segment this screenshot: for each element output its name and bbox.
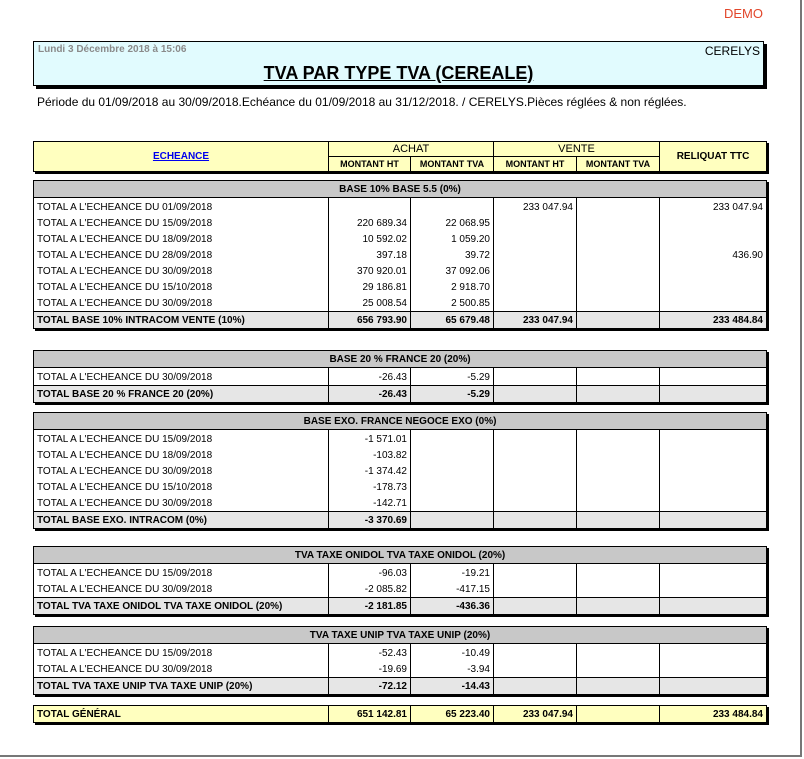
- cell-reliquat: [660, 598, 767, 615]
- cell-vente-tva: [577, 279, 660, 295]
- grand-total-row: [34, 706, 767, 723]
- section-header: [34, 547, 767, 564]
- period-description: Période du 01/09/2018 au 30/09/2018.Echéance du 01/09/2018 au 31/12/2018. / CERELYS.Pièces réglées & non réglées.: [37, 95, 687, 109]
- table-row: [34, 661, 767, 678]
- row-label: TOTAL A L'ECHEANCE DU 15/09/2018: [34, 644, 329, 662]
- section-title: TVA TAXE ONIDOL TVA TAXE ONIDOL (20%): [34, 547, 767, 564]
- section-title: BASE 20 % FRANCE 20 (20%): [34, 351, 767, 368]
- cell-vente-tva: [577, 198, 660, 216]
- report-title: TVA PAR TYPE TVA (CEREALE): [263, 63, 534, 83]
- cell-vente-tva: [577, 479, 660, 495]
- cell-achat-ht: -19.69: [329, 661, 411, 678]
- cell-achat-ht: 10 592.02: [329, 231, 411, 247]
- echeance-sort-link[interactable]: ECHEANCE: [152, 151, 210, 162]
- report-header: [33, 41, 764, 86]
- row-label: TOTAL A L'ECHEANCE DU 30/09/2018: [34, 581, 329, 598]
- cell-achat-tva: -5.29: [411, 386, 494, 403]
- cell-achat-tva: [411, 430, 494, 448]
- cell-reliquat: [660, 263, 767, 279]
- cell-vente-ht: [494, 644, 577, 662]
- cell-achat-ht: -103.82: [329, 447, 411, 463]
- cell-reliquat: [660, 447, 767, 463]
- row-label: TOTAL A L'ECHEANCE DU 30/09/2018: [34, 368, 329, 386]
- cell-reliquat: [660, 430, 767, 448]
- cell-achat-tva: 22 068.95: [411, 215, 494, 231]
- cell-vente-tva: [577, 706, 660, 723]
- cell-vente-tva: [577, 263, 660, 279]
- cell-achat-tva: 65 223.40: [411, 706, 494, 723]
- cell-achat-tva: -10.49: [411, 644, 494, 662]
- vente-header: VENTE: [494, 142, 660, 157]
- row-label: TOTAL GÉNÉRAL: [34, 706, 329, 723]
- row-label: TOTAL A L'ECHEANCE DU 15/09/2018: [34, 215, 329, 231]
- cell-achat-tva: -5.29: [411, 368, 494, 386]
- cell-achat-ht: -1 571.01: [329, 430, 411, 448]
- row-label: TOTAL A L'ECHEANCE DU 30/09/2018: [34, 295, 329, 312]
- row-label: TOTAL A L'ECHEANCE DU 30/09/2018: [34, 661, 329, 678]
- table-row: [34, 295, 767, 312]
- cell-reliquat: [660, 581, 767, 598]
- row-label: TOTAL A L'ECHEANCE DU 15/09/2018: [34, 430, 329, 448]
- section-title: BASE EXO. FRANCE NEGOCE EXO (0%): [34, 413, 767, 430]
- cell-achat-ht: 656 793.90: [329, 312, 411, 329]
- row-label: TOTAL A L'ECHEANCE DU 30/09/2018: [34, 263, 329, 279]
- cell-vente-ht: 233 047.94: [494, 198, 577, 216]
- cell-reliquat: 233 484.84: [660, 312, 767, 329]
- row-label: TOTAL A L'ECHEANCE DU 15/10/2018: [34, 479, 329, 495]
- cell-achat-tva: -3.94: [411, 661, 494, 678]
- cell-vente-tva: [577, 247, 660, 263]
- cell-vente-tva: [577, 215, 660, 231]
- cell-vente-ht: [494, 215, 577, 231]
- table-row: [34, 463, 767, 479]
- cell-reliquat: [660, 678, 767, 695]
- row-label: TOTAL A L'ECHEANCE DU 15/10/2018: [34, 279, 329, 295]
- row-label: TOTAL TVA TAXE UNIP TVA TAXE UNIP (20%): [34, 678, 329, 695]
- table-row: [34, 447, 767, 463]
- cell-reliquat: 436.90: [660, 247, 767, 263]
- section-total-row: [34, 598, 767, 615]
- cell-vente-tva: [577, 581, 660, 598]
- cell-achat-ht: 651 142.81: [329, 706, 411, 723]
- report-date: Lundi 3 Décembre 2018 à 15:06: [38, 44, 187, 55]
- table-row: [34, 564, 767, 582]
- cell-achat-tva: 37 092.06: [411, 263, 494, 279]
- vente-montant-ht-header: MONTANT HT: [494, 157, 577, 172]
- cell-reliquat: [660, 463, 767, 479]
- demo-watermark: DEMO: [724, 6, 763, 21]
- cell-achat-ht: 370 920.01: [329, 263, 411, 279]
- cell-reliquat: 233 047.94: [660, 198, 767, 216]
- cell-achat-ht: -2 181.85: [329, 598, 411, 615]
- cell-achat-ht: -2 085.82: [329, 581, 411, 598]
- cell-vente-tva: [577, 430, 660, 448]
- cell-achat-ht: -142.71: [329, 495, 411, 512]
- cell-achat-ht: -96.03: [329, 564, 411, 582]
- cell-vente-tva: [577, 495, 660, 512]
- cell-achat-ht: -26.43: [329, 368, 411, 386]
- cell-vente-ht: [494, 447, 577, 463]
- cell-achat-tva: -436.36: [411, 598, 494, 615]
- section-table: [33, 412, 767, 529]
- cell-achat-ht: -1 374.42: [329, 463, 411, 479]
- cell-vente-ht: 233 047.94: [494, 706, 577, 723]
- section-title: BASE 10% BASE 5.5 (0%): [34, 181, 767, 198]
- cell-achat-tva: [411, 447, 494, 463]
- cell-vente-tva: [577, 312, 660, 329]
- cell-achat-tva: 1 059.20: [411, 231, 494, 247]
- cell-vente-tva: [577, 447, 660, 463]
- cell-achat-ht: 25 008.54: [329, 295, 411, 312]
- table-row: [34, 263, 767, 279]
- cell-reliquat: [660, 279, 767, 295]
- cell-achat-tva: [411, 463, 494, 479]
- cell-vente-ht: [494, 598, 577, 615]
- company-name: CERELYS: [704, 44, 760, 58]
- row-label: TOTAL BASE 20 % FRANCE 20 (20%): [34, 386, 329, 403]
- cell-vente-tva: [577, 678, 660, 695]
- row-label: TOTAL A L'ECHEANCE DU 28/09/2018: [34, 247, 329, 263]
- cell-achat-ht: [329, 198, 411, 216]
- cell-vente-ht: [494, 463, 577, 479]
- achat-header: ACHAT: [329, 142, 494, 157]
- cell-achat-tva: 2 500.85: [411, 295, 494, 312]
- cell-vente-tva: [577, 661, 660, 678]
- table-row: [34, 215, 767, 231]
- cell-vente-ht: [494, 295, 577, 312]
- cell-vente-tva: [577, 512, 660, 529]
- cell-achat-tva: [411, 512, 494, 529]
- cell-vente-ht: [494, 479, 577, 495]
- cell-vente-ht: [494, 512, 577, 529]
- section-table: [33, 180, 767, 329]
- cell-vente-ht: [494, 430, 577, 448]
- table-row: [34, 247, 767, 263]
- cell-vente-ht: [494, 495, 577, 512]
- cell-vente-ht: [494, 368, 577, 386]
- cell-achat-tva: 2 918.70: [411, 279, 494, 295]
- section-total-row: [34, 678, 767, 695]
- reliquat-header: RELIQUAT TTC: [660, 142, 767, 172]
- cell-reliquat: [660, 479, 767, 495]
- cell-reliquat: [660, 215, 767, 231]
- row-label: TOTAL A L'ECHEANCE DU 30/09/2018: [34, 463, 329, 479]
- cell-achat-tva: 65 679.48: [411, 312, 494, 329]
- cell-reliquat: [660, 386, 767, 403]
- cell-achat-ht: -178.73: [329, 479, 411, 495]
- section-header: [34, 351, 767, 368]
- cell-vente-ht: [494, 386, 577, 403]
- row-label: TOTAL BASE 10% INTRACOM VENTE (10%): [34, 312, 329, 329]
- row-label: TOTAL TVA TAXE ONIDOL TVA TAXE ONIDOL (20%): [34, 598, 329, 615]
- row-label: TOTAL A L'ECHEANCE DU 30/09/2018: [34, 495, 329, 512]
- row-label: TOTAL A L'ECHEANCE DU 01/09/2018: [34, 198, 329, 216]
- cell-reliquat: 233 484.84: [660, 706, 767, 723]
- cell-vente-tva: [577, 644, 660, 662]
- cell-vente-ht: [494, 247, 577, 263]
- achat-montant-ht-header: MONTANT HT: [329, 157, 411, 172]
- row-label: TOTAL A L'ECHEANCE DU 18/09/2018: [34, 231, 329, 247]
- cell-reliquat: [660, 495, 767, 512]
- cell-reliquat: [660, 564, 767, 582]
- section-header: [34, 627, 767, 644]
- section-title: TVA TAXE UNIP TVA TAXE UNIP (20%): [34, 627, 767, 644]
- cell-achat-tva: [411, 479, 494, 495]
- cell-achat-tva: -19.21: [411, 564, 494, 582]
- section-header: [34, 181, 767, 198]
- section-total-row: [34, 512, 767, 529]
- table-row: [34, 368, 767, 386]
- achat-montant-tva-header: MONTANT TVA: [411, 157, 494, 172]
- row-label: TOTAL BASE EXO. INTRACOM (0%): [34, 512, 329, 529]
- section-table: [33, 350, 767, 403]
- cell-vente-ht: [494, 279, 577, 295]
- table-row: [34, 479, 767, 495]
- cell-achat-tva: -417.15: [411, 581, 494, 598]
- cell-vente-ht: [494, 263, 577, 279]
- cell-vente-ht: [494, 231, 577, 247]
- table-row: [34, 495, 767, 512]
- cell-achat-tva: -14.43: [411, 678, 494, 695]
- cell-vente-tva: [577, 295, 660, 312]
- cell-reliquat: [660, 661, 767, 678]
- table-row: [34, 430, 767, 448]
- cell-reliquat: [660, 644, 767, 662]
- cell-achat-ht: -26.43: [329, 386, 411, 403]
- table-row: [34, 581, 767, 598]
- section-total-row: [34, 386, 767, 403]
- cell-vente-tva: [577, 564, 660, 582]
- cell-vente-tva: [577, 231, 660, 247]
- cell-achat-ht: -72.12: [329, 678, 411, 695]
- section-table: [33, 626, 767, 695]
- cell-achat-ht: 29 186.81: [329, 279, 411, 295]
- cell-reliquat: [660, 231, 767, 247]
- table-row: [34, 279, 767, 295]
- cell-reliquat: [660, 512, 767, 529]
- row-label: TOTAL A L'ECHEANCE DU 15/09/2018: [34, 564, 329, 582]
- cell-reliquat: [660, 295, 767, 312]
- cell-achat-ht: 220 689.34: [329, 215, 411, 231]
- cell-achat-tva: [411, 495, 494, 512]
- section-header: [34, 413, 767, 430]
- table-row: [34, 231, 767, 247]
- cell-vente-tva: [577, 368, 660, 386]
- echeance-header[interactable]: [34, 142, 329, 172]
- cell-achat-ht: -52.43: [329, 644, 411, 662]
- cell-vente-tva: [577, 386, 660, 403]
- cell-reliquat: [660, 368, 767, 386]
- table-row: [34, 644, 767, 662]
- cell-achat-ht: 397.18: [329, 247, 411, 263]
- grand-total-table: [33, 705, 767, 723]
- cell-vente-ht: [494, 564, 577, 582]
- section-table: [33, 546, 767, 615]
- cell-vente-ht: [494, 661, 577, 678]
- row-label: TOTAL A L'ECHEANCE DU 18/09/2018: [34, 447, 329, 463]
- cell-vente-ht: 233 047.94: [494, 312, 577, 329]
- vente-montant-tva-header: MONTANT TVA: [577, 157, 660, 172]
- cell-achat-tva: 39.72: [411, 247, 494, 263]
- cell-achat-ht: -3 370.69: [329, 512, 411, 529]
- cell-vente-tva: [577, 463, 660, 479]
- column-header-table: [33, 141, 767, 172]
- cell-vente-ht: [494, 581, 577, 598]
- cell-achat-tva: [411, 198, 494, 216]
- cell-vente-ht: [494, 678, 577, 695]
- cell-vente-tva: [577, 598, 660, 615]
- section-total-row: [34, 312, 767, 329]
- table-row: [34, 198, 767, 216]
